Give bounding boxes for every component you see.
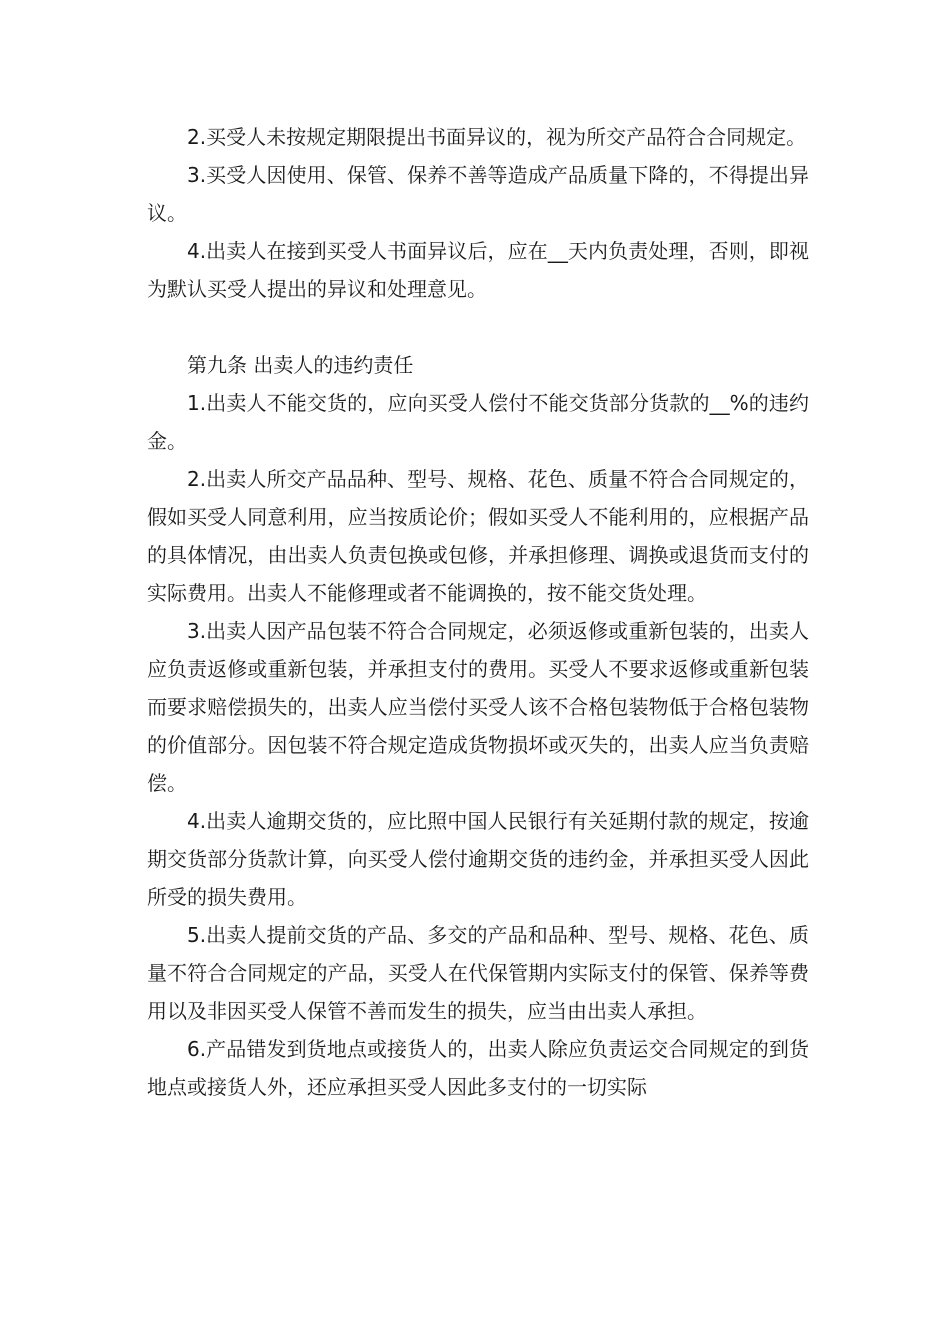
paragraph-spacer [147, 308, 809, 346]
clause-paragraph: 4.出卖人逾期交货的，应比照中国人民银行有关延期付款的规定，按逾期交货部分货款计算，向买受人偿付逾期交货的违约金，并承担买受人因此所受的损失费用。 [147, 809, 809, 909]
clause-paragraph: 5.出卖人提前交货的产品、多交的产品和品种、型号、规格、花色、质量不符合合同规定的产品，买受人在代保管期内实际支付的保管、保养等费用以及非因买受人保管不善而发生的损失，应当由出卖人承担。 [147, 923, 809, 1023]
clause-paragraph: 4.出卖人在接到买受人书面异议后，应在__天内负责处理，否则，即视为默认买受人提出的异议和处理意见。 [147, 239, 809, 301]
clause-paragraph: 6.产品错发到货地点或接货人的，出卖人除应负责运交合同规定的到货地点或接货人外，还应承担买受人因此多支付的一切实际 [147, 1037, 809, 1099]
clause-paragraph: 2.买受人未按规定期限提出书面异议的，视为所交产品符合合同规定。 [187, 125, 807, 149]
clause-paragraph: 2.出卖人所交产品品种、型号、规格、花色、质量不符合合同规定的，假如买受人同意利用，应当按质论价；假如买受人不能利用的，应根据产品的具体情况，由出卖人负责包换或包修，并承担修理、调换或退货而支付的实际费用。出卖人不能修理或者不能调换的，按不能交货处理。 [147, 467, 809, 605]
clause-paragraph: 3.买受人因使用、保管、保养不善等造成产品质量下降的，不得提出异议。 [147, 163, 809, 225]
clause-paragraph: 1.出卖人不能交货的，应向买受人偿付不能交货部分货款的__%的违约金。 [147, 391, 809, 453]
clause-paragraph: 3.出卖人因产品包装不符合合同规定，必须返修或重新包装的，出卖人应负责返修或重新包装，并承担支付的费用。买受人不要求返修或重新包装而要求赔偿损失的，出卖人应当偿付买受人该不合格包装物低于合格包装物的价值部分。因包装不符合规定造成货物损坏或灭失的，出卖人应当负责赔偿。 [147, 619, 809, 795]
document-body [147, 118, 809, 1106]
section-heading: 第九条 出卖人的违约责任 [187, 353, 414, 377]
